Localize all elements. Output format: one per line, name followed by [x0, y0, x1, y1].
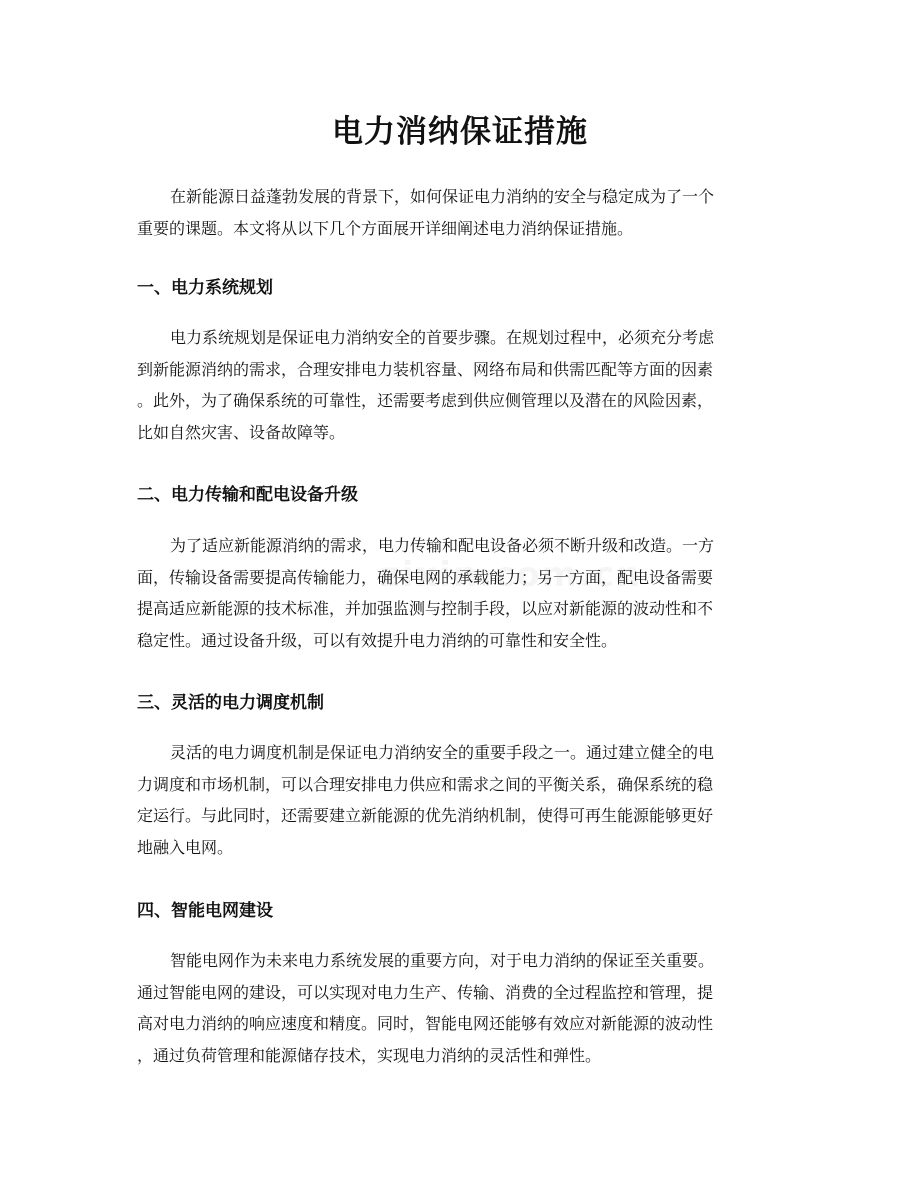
- paragraph-line: 智能电网作为未来电力系统发展的重要方向，对于电力消纳的保证至关重要。: [170, 951, 715, 970]
- section-1-paragraph: [137, 322, 787, 448]
- paragraph-line: 灵活的电力调度机制是保证电力消纳安全的重要手段之一。通过建立健全的电: [170, 743, 715, 762]
- paragraph-line: 定运行。与此同时，还需要建立新能源的优先消纳机制，使得可再生能源能够更好: [137, 806, 714, 825]
- section-2-paragraph: [137, 530, 787, 656]
- paragraph-line: 稳定性。通过设备升级，可以有效提升电力消纳的可靠性和安全性。: [137, 630, 618, 650]
- section-heading-2: 二、电力传输和配电设备升级: [137, 485, 358, 505]
- section-heading-4: 四、智能电网建设: [137, 901, 273, 921]
- paragraph-line: 地融入电网。: [137, 837, 234, 857]
- paragraph-line: 高对电力消纳的响应速度和精度。同时，智能电网还能够有效应对新能源的波动性: [137, 1014, 714, 1033]
- paragraph-line: 电力系统规划是保证电力消纳安全的首要步骤。在规划过程中，必须充分考虑: [170, 328, 715, 347]
- paragraph-line: 到新能源消纳的需求，合理安排电力装机容量、网络布局和供需匹配等方面的因素: [137, 359, 714, 379]
- paragraph-line: 重要的课题。本文将从以下几个方面展开详细阐述电力消纳保证措施。: [137, 218, 634, 238]
- paragraph-line: 。此外，为了确保系统的可靠性，还需要考虑到供应侧管理以及潜在的风险因素，: [137, 391, 714, 410]
- paragraph-line: ，通过负荷管理和能源储存技术，实现电力消纳的灵活性和弹性。: [137, 1045, 602, 1065]
- paragraph-line: 面，传输设备需要提高传输能力，确保电网的承载能力；另一方面，配电设备需要: [137, 567, 714, 587]
- paragraph-line: 通过智能电网的建设，可以实现对电力生产、传输、消费的全过程监控和管理，提: [137, 982, 714, 1002]
- paragraph-line: 力调度和市场机制，可以合理安排电力供应和需求之间的平衡关系，确保系统的稳: [137, 774, 714, 794]
- page-title: 电力消纳保证措施: [332, 114, 588, 150]
- section-4-paragraph: [137, 945, 787, 1071]
- section-heading-1: 一、电力系统规划: [137, 278, 273, 298]
- section-heading-3: 三、灵活的电力调度机制: [137, 693, 324, 713]
- section-3-paragraph: [137, 737, 787, 863]
- paragraph-line: 在新能源日益蓬勃发展的背景下，如何保证电力消纳的安全与稳定成为了一个: [170, 187, 715, 206]
- paragraph-line: 比如自然灾害、设备故障等。: [137, 422, 346, 442]
- paragraph-line: 为了适应新能源消纳的需求，电力传输和配电设备必须不断升级和改造。一方: [170, 536, 715, 555]
- intro-paragraph: [137, 181, 787, 244]
- paragraph-line: 提高适应新能源的技术标准，并加强监测与控制手段，以应对新能源的波动性和不: [137, 599, 714, 618]
